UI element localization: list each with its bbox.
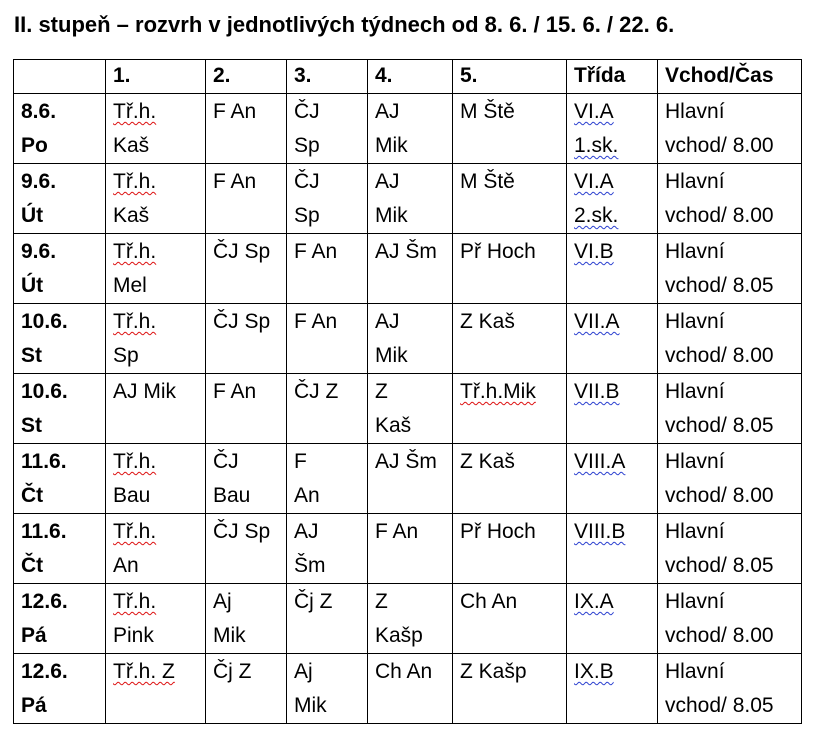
period-1-cell: Tř.h. Z <box>106 654 206 724</box>
table-row <box>14 164 802 234</box>
period-4-cell: AJ Šm <box>368 234 453 304</box>
trida-cell: VIII.B <box>567 514 658 584</box>
period-5-cell: Z Kaš <box>453 304 567 374</box>
vchod-cell: Hlavní vchod/ 8.05 <box>658 514 802 584</box>
period-5-cell: Tř.h.Mik <box>453 374 567 444</box>
vchod-cell: Hlavní vchod/ 8.05 <box>658 234 802 304</box>
vchod-cell: Hlavní vchod/ 8.00 <box>658 444 802 514</box>
header-period-3: 3. <box>287 60 368 94</box>
period-1-cell: Tř.h. Pink <box>106 584 206 654</box>
period-4-cell: AJ Mik <box>368 304 453 374</box>
vchod-cell: Hlavní vchod/ 8.00 <box>658 584 802 654</box>
period-5-cell: Př Hoch <box>453 234 567 304</box>
day-cell: 10.6. St <box>14 304 106 374</box>
day-cell: 10.6. St <box>14 374 106 444</box>
period-2-cell: ČJ Sp <box>206 304 287 374</box>
period-3-cell: Čj Z <box>287 584 368 654</box>
period-1-cell: Tř.h. Bau <box>106 444 206 514</box>
table-row <box>14 234 802 304</box>
period-4-cell: Ch An <box>368 654 453 724</box>
period-3-cell: ČJ Z <box>287 374 368 444</box>
day-cell: 12.6. Pá <box>14 654 106 724</box>
table-row <box>14 94 802 164</box>
period-2-cell: ČJ Bau <box>206 444 287 514</box>
period-2-cell: ČJ Sp <box>206 234 287 304</box>
trida-cell: VII.B <box>567 374 658 444</box>
period-5-cell: Ch An <box>453 584 567 654</box>
header-day <box>14 60 106 94</box>
period-3-cell: F An <box>287 234 368 304</box>
vchod-cell: Hlavní vchod/ 8.05 <box>658 654 802 724</box>
period-5-cell: Z Kaš <box>453 444 567 514</box>
period-5-cell: M Ště <box>453 94 567 164</box>
period-3-cell: AJ Šm <box>287 514 368 584</box>
table-row <box>14 584 802 654</box>
period-2-cell: ČJ Sp <box>206 514 287 584</box>
vchod-cell: Hlavní vchod/ 8.05 <box>658 374 802 444</box>
period-5-cell: Př Hoch <box>453 514 567 584</box>
day-cell: 11.6. Čt <box>14 444 106 514</box>
period-3-cell: Aj Mik <box>287 654 368 724</box>
period-4-cell: AJ Mik <box>368 164 453 234</box>
day-cell: 9.6. Út <box>14 164 106 234</box>
period-1-cell: Tř.h. Kaš <box>106 164 206 234</box>
table-row <box>14 654 802 724</box>
period-4-cell: Z Kaš <box>368 374 453 444</box>
table-row <box>14 514 802 584</box>
header-vchod-cas: Vchod/Čas <box>658 60 802 94</box>
vchod-cell: Hlavní vchod/ 8.00 <box>658 164 802 234</box>
period-3-cell: ČJ Sp <box>287 94 368 164</box>
period-2-cell: Čj Z <box>206 654 287 724</box>
period-3-cell: F An <box>287 444 368 514</box>
period-1-cell: Tř.h. Mel <box>106 234 206 304</box>
period-2-cell: F An <box>206 164 287 234</box>
period-5-cell: Z Kašp <box>453 654 567 724</box>
header-period-1: 1. <box>106 60 206 94</box>
period-1-cell: Tř.h. An <box>106 514 206 584</box>
trida-cell: VIII.A <box>567 444 658 514</box>
table-row <box>14 374 802 444</box>
period-2-cell: F An <box>206 374 287 444</box>
day-cell: 12.6. Pá <box>14 584 106 654</box>
header-period-5: 5. <box>453 60 567 94</box>
header-period-2: 2. <box>206 60 287 94</box>
trida-cell: VI.A 2.sk. <box>567 164 658 234</box>
vchod-cell: Hlavní vchod/ 8.00 <box>658 304 802 374</box>
table-row <box>14 304 802 374</box>
trida-cell: VII.A <box>567 304 658 374</box>
period-4-cell: Z Kašp <box>368 584 453 654</box>
table-row <box>14 444 802 514</box>
header-trida: Třída <box>567 60 658 94</box>
period-5-cell: M Ště <box>453 164 567 234</box>
header-period-4: 4. <box>368 60 453 94</box>
vchod-cell: Hlavní vchod/ 8.00 <box>658 94 802 164</box>
period-2-cell: Aj Mik <box>206 584 287 654</box>
period-4-cell: AJ Šm <box>368 444 453 514</box>
day-cell: 11.6. Čt <box>14 514 106 584</box>
period-3-cell: ČJ Sp <box>287 164 368 234</box>
trida-cell: VI.B <box>567 234 658 304</box>
period-3-cell: F An <box>287 304 368 374</box>
day-cell: 9.6. Út <box>14 234 106 304</box>
schedule-table <box>13 59 802 724</box>
period-1-cell: AJ Mik <box>106 374 206 444</box>
day-cell: 8.6. Po <box>14 94 106 164</box>
trida-cell: VI.A 1.sk. <box>567 94 658 164</box>
period-1-cell: Tř.h. Kaš <box>106 94 206 164</box>
trida-cell: IX.B <box>567 654 658 724</box>
period-2-cell: F An <box>206 94 287 164</box>
period-4-cell: AJ Mik <box>368 94 453 164</box>
header-row <box>14 60 802 94</box>
period-4-cell: F An <box>368 514 453 584</box>
page-title: II. stupeň – rozvrh v jednotlivých týdnech od 8. 6. / 15. 6. / 22. 6. <box>14 12 675 37</box>
period-1-cell: Tř.h. Sp <box>106 304 206 374</box>
trida-cell: IX.A <box>567 584 658 654</box>
